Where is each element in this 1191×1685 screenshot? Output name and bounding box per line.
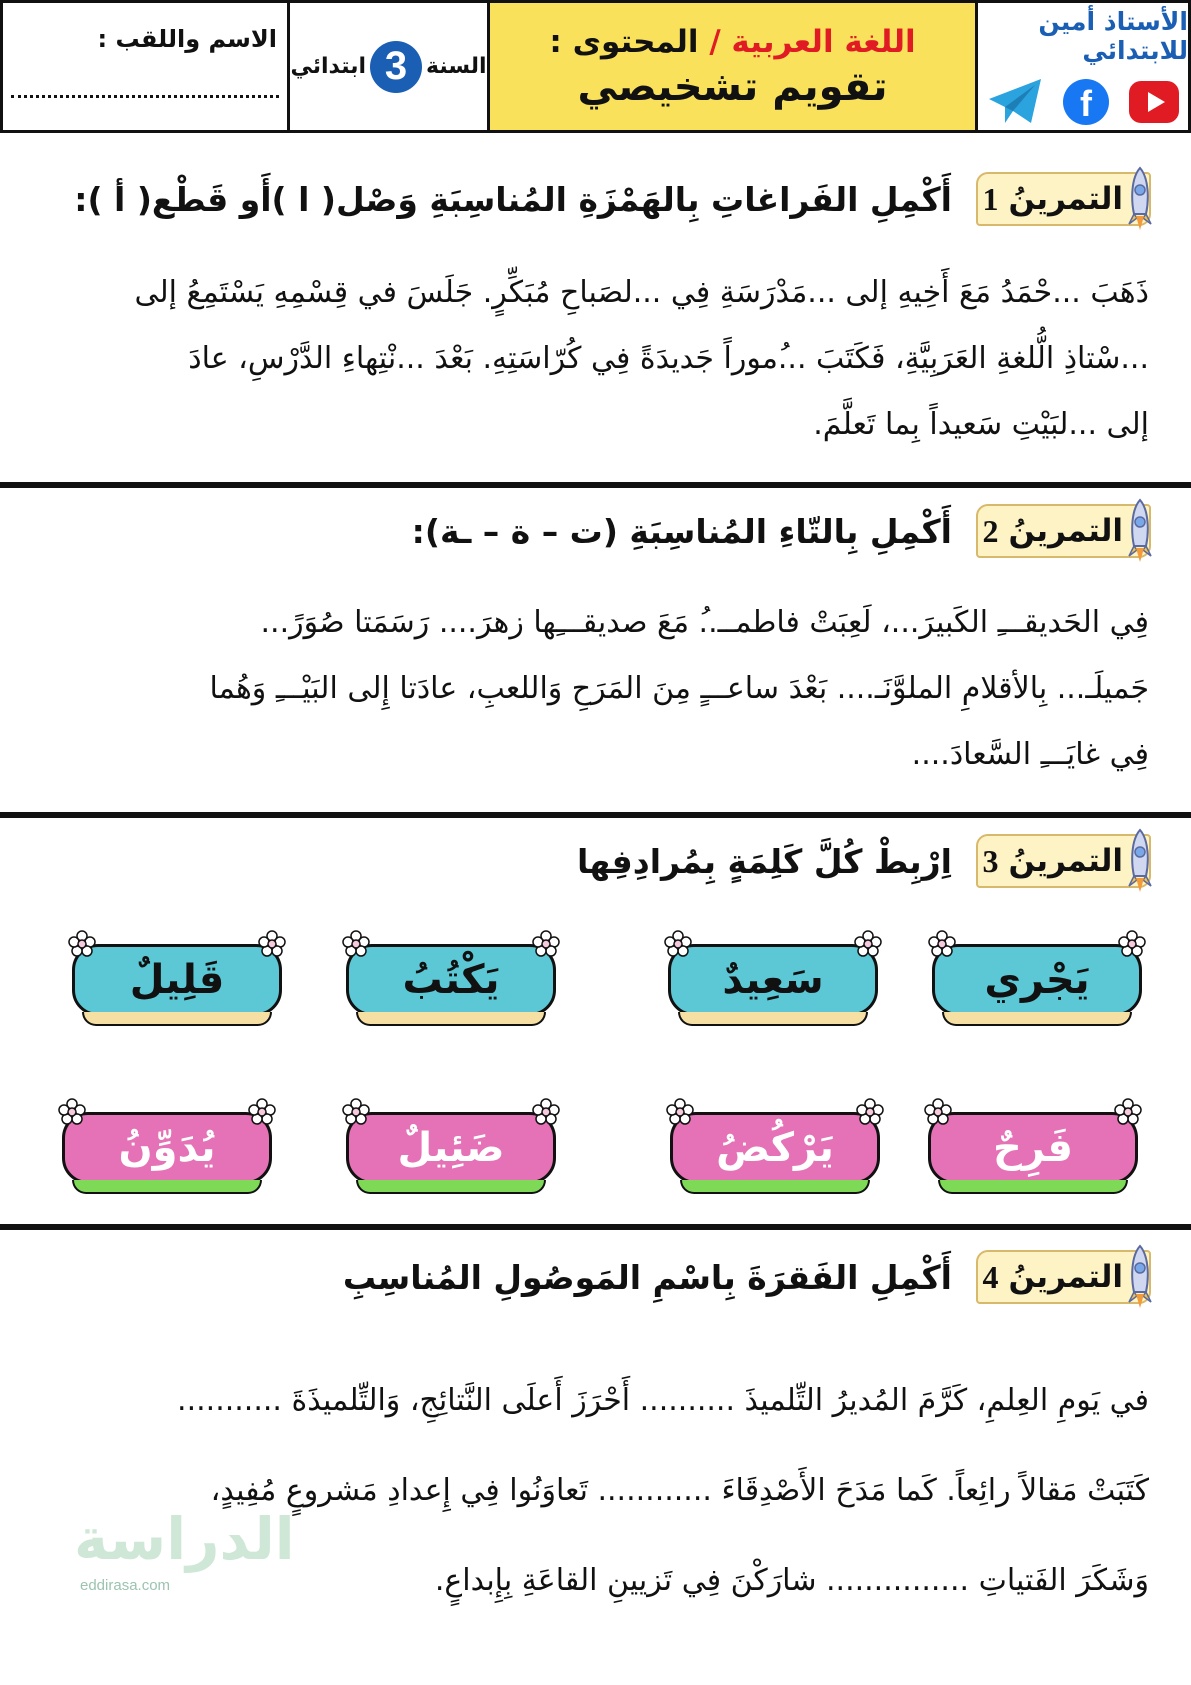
flower-icon	[928, 930, 956, 958]
teacher-cell	[975, 3, 1188, 130]
grade-number: 3	[370, 41, 422, 93]
word-card[interactable]	[342, 928, 560, 1030]
watermark-url: eddirasa.com	[80, 1577, 171, 1594]
paragraph-line[interactable]: إلى ...لبَيْتِ سَعيداً بِما تَعلَّمَ.	[813, 407, 1149, 442]
card-scallop	[356, 1012, 546, 1026]
paragraph-line[interactable]: جَميلَـ... بِالأقلامِ الملوَّنَـ.... بَعْدَ ساعـــٍ مِنَ المَرَحِ وَاللعبِ، عادَتا إِلى البَيْـــِ وَهُما	[209, 671, 1149, 706]
card-word: يُدَوِّنُ	[118, 1125, 216, 1171]
paragraph-line[interactable]: ذَهَبَ ...حْمَدُ مَعَ أَخِيهِ إلى ...مَدْرَسَةِ فِي ...لصَباحِ مُبَكِّرٍ. جَلَسَ في قِسْمِهِ يَسْتَمِعُ إلى	[134, 275, 1149, 310]
card-word: ضَئِيلٌ	[397, 1125, 505, 1171]
exercise-badge	[976, 172, 1151, 226]
word-card[interactable]	[342, 1096, 560, 1198]
flower-icon	[342, 930, 370, 958]
worksheet-header	[0, 0, 1191, 133]
exercise-2-paragraph	[50, 590, 1149, 788]
card-body	[72, 944, 282, 1016]
subject-cell	[487, 3, 975, 130]
flower-icon	[854, 930, 882, 958]
paragraph-line[interactable]: ...سْتاذِ الُّلغةِ العَرَبِيَّةِ، فَكَتَبَ ...ُموراً جَديدَةً فِي كُرّاسَتِهِ. بَعْدَ ...نْتِهاءِ الدَّرْسِ، عادَ	[188, 341, 1149, 376]
exercise-badge	[976, 834, 1151, 888]
word-card[interactable]	[58, 1096, 276, 1198]
exercise-instruction: أَكْمِلِ الفَراغاتِ بِالهَمْزَةِ المُناسِبَةِ وَصْل( ا )أَو قَطْع( أ ):	[74, 179, 952, 219]
word-card[interactable]	[664, 928, 882, 1030]
flower-icon	[664, 930, 692, 958]
card-body	[62, 1112, 272, 1184]
rocket-icon	[1125, 1244, 1155, 1310]
name-label: الاسم واللقب :	[97, 25, 277, 53]
name-blank[interactable]	[11, 95, 279, 98]
flower-icon	[342, 1098, 370, 1126]
paragraph-line[interactable]: كَتَبَتْ مَقالاً رائِعاً. كَما مَدَحَ الأَصْدِقَاءَ ............ تَعاوَنُوا فِي إِعدادِ مَشروعٍ مُفِيدٍ،	[210, 1473, 1149, 1508]
exercise-instruction: اِرْبِطْ كُلَّ كَلِمَةٍ بِمُرادِفِها	[576, 841, 952, 881]
exercise-4-heading	[343, 1246, 1151, 1308]
card-body	[928, 1112, 1138, 1184]
assessment-title: تقويم تشخيصي	[577, 63, 888, 110]
card-scallop	[356, 1180, 546, 1194]
card-word: قَلِيلٌ	[129, 957, 225, 1003]
exercise-label: التمرينُ	[1008, 1259, 1123, 1295]
section-divider	[0, 482, 1191, 488]
exercise-badge	[976, 1250, 1151, 1304]
flower-icon	[856, 1098, 884, 1126]
telegram-icon[interactable]	[987, 77, 1043, 127]
exercise-badge	[976, 504, 1151, 558]
rocket-icon	[1125, 166, 1155, 232]
card-word: يَرْكُضُ	[716, 1125, 834, 1171]
card-scallop	[72, 1180, 262, 1194]
word-card[interactable]	[928, 928, 1146, 1030]
grade-word: السنة	[426, 54, 487, 79]
card-body	[932, 944, 1142, 1016]
card-word: يَكْتُبُ	[402, 957, 500, 1003]
grade-level: ابتدائي	[290, 54, 367, 79]
rocket-icon	[1125, 498, 1155, 564]
flower-icon	[58, 1098, 86, 1126]
exercise-4-paragraph	[40, 1356, 1149, 1626]
exercise-number: 2	[982, 512, 999, 549]
flower-icon	[666, 1098, 694, 1126]
section-divider	[0, 812, 1191, 818]
grade-cell	[287, 3, 487, 130]
card-body	[346, 1112, 556, 1184]
card-scallop	[82, 1012, 272, 1026]
word-card[interactable]	[924, 1096, 1142, 1198]
subject-prefix: المحتوى :	[549, 23, 699, 60]
rocket-icon	[1125, 828, 1155, 894]
teacher-name: الأستاذ أمين للابتدائي	[1038, 6, 1188, 65]
facebook-icon[interactable]: f	[1063, 79, 1109, 125]
paragraph-line[interactable]: وَشَكَرَ الفَتياتِ ............... شارَكْنَ فِي تَزيينِ القاعَةِ بِإِبداعٍ.	[434, 1563, 1149, 1598]
exercise-number: 4	[982, 1258, 999, 1295]
flower-icon	[248, 1098, 276, 1126]
youtube-icon[interactable]	[1129, 81, 1179, 123]
flower-icon	[1114, 1098, 1142, 1126]
flower-icon	[1118, 930, 1146, 958]
exercise-instruction: أَكْمِلِ بِالتّاءِ المُناسِبَةِ (ت – ة – ـة):	[411, 511, 952, 551]
exercise-label: التمرينُ	[1008, 181, 1123, 217]
section-divider	[0, 1224, 1191, 1230]
exercise-2-heading	[412, 500, 1151, 562]
exercise-3-heading	[577, 830, 1151, 892]
flower-icon	[532, 930, 560, 958]
paragraph-line[interactable]: فِي غايَـــِ السَّعادَ....	[911, 737, 1149, 772]
subject-name: اللغة العربية /	[709, 23, 916, 60]
exercise-1-paragraph	[50, 260, 1149, 458]
exercise-1-heading	[74, 168, 1151, 230]
exercise-label: التمرينُ	[1008, 843, 1123, 879]
student-name-cell	[3, 3, 287, 130]
card-word: سَعِيدٌ	[722, 957, 824, 1003]
subject-line	[549, 24, 915, 60]
exercise-number: 3	[982, 842, 999, 879]
social-icons	[987, 77, 1179, 127]
word-card[interactable]	[68, 928, 286, 1030]
exercise-instruction: أَكْمِلِ الفَقرَةَ بِاسْمِ المَوصُولِ المُناسِبِ	[342, 1257, 952, 1297]
card-scallop	[938, 1180, 1128, 1194]
exercise-label: التمرينُ	[1008, 513, 1123, 549]
card-scallop	[680, 1180, 870, 1194]
card-word: فَرِحٌ	[993, 1125, 1073, 1171]
flower-icon	[532, 1098, 560, 1126]
exercise-number: 1	[982, 180, 999, 217]
paragraph-line[interactable]: في يَومِ العِلمِ، كَرَّمَ المُديرُ التِّلميذَ .......... أَحْرَزَ أَعلَى النَّتائِجِ، وَالتِّلميذَةَ ...........	[177, 1383, 1149, 1418]
paragraph-line[interactable]: فِي الحَديقـــِ الكَبيرَ...، لَعِبَتْ فاطمــ..ُ مَعَ صديقـــِها زهرَ.... رَسَمَتا صُوَرً...	[260, 605, 1149, 640]
card-body	[668, 944, 878, 1016]
flower-icon	[68, 930, 96, 958]
flower-icon	[258, 930, 286, 958]
card-scallop	[678, 1012, 868, 1026]
flower-icon	[924, 1098, 952, 1126]
word-card[interactable]	[666, 1096, 884, 1198]
card-body	[670, 1112, 880, 1184]
watermark-text: الدراسة	[74, 1505, 295, 1573]
card-word: يَجْري	[984, 957, 1090, 1003]
card-scallop	[942, 1012, 1132, 1026]
card-body	[346, 944, 556, 1016]
